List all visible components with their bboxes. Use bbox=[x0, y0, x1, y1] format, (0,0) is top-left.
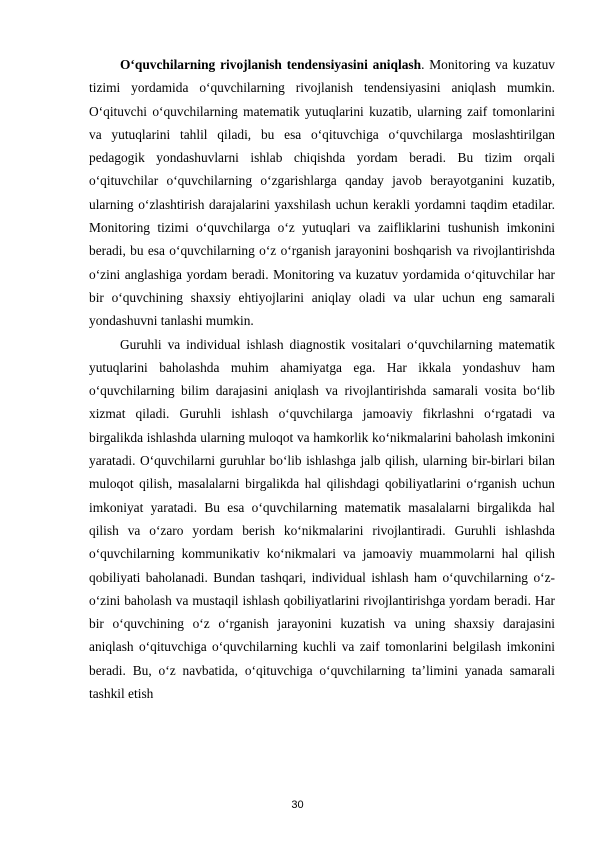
paragraph-guruhli-individual bbox=[89, 333, 555, 706]
paragraph-body: . Monitoring va kuzatuv tizimi yordamida o‘quvchilarning rivojlanish tendensiyasini aniqlash mumkin. O‘qituvchi o‘quvchilarning matematik yutuqlarini kuzatib, ularning zaif tomonlarini va yutuqlarini tahlil qiladi, bu esa o‘qituvchiga o‘quvchilarga moslashtirilgan pedagogik yondashuvlarni ishlab chiqishda yordam beradi. Bu tizim orqali o‘qituvchilar o‘quvchilarning o‘zgarishlarga qanday javob berayotganini kuzatib, ularning o‘zlashtirish darajalarini yaxshilash uchun kerakli yordamni taqdim etadilar. Monitoring tizimi o‘quvchilarga o‘z yutuqlari va zaifliklarini tushunish imkonini beradi, bu esa o‘quvchilarning o‘z o‘rganish jarayonini boshqarish va rivojlantirishda o‘zini anglashiga yordam beradi. Monitoring va kuzatuv yordamida o‘qituvchilar har bir o‘quvchining shaxsiy ehtiyojlarini aniqlay oladi va ular uchun eng samarali yondashuvni tanlashi mumkin. bbox=[89, 57, 555, 329]
page-number: 30 bbox=[291, 799, 304, 811]
body-text bbox=[89, 53, 555, 705]
paragraph-rivojlanish-tendensiyasi bbox=[89, 53, 555, 333]
paragraph-lead-heading: O‘quvchilarning rivojlanish tendensiyasini aniqlash bbox=[120, 57, 422, 72]
paragraph-body: Guruhli va individual ishlash diagnostik vositalari o‘quvchilarning matematik yutuqlarini baholashda muhim ahamiyatga ega. Har ikkala yondashuv ham o‘quvchilarning bilim darajasini aniqlash va rivojlantirishda samarali vosita bo‘lib xizmat qiladi. Guruhli ishlash o‘quvchilarga jamoaviy fikrlashni o‘rgatadi va birgalikda ishlashda ularning muloqot va hamkorlik ko‘nikmalarini baholash imkonini yaratadi. O‘quvchilarni guruhlar bo‘lib ishlashga jalb qilish, ularning bir-birlari bilan muloqot qilish, masalalarni birgalikda hal qilishdagi qobiliyatlarini o‘rganish uchun imkoniyat yaratadi. Bu esa o‘quvchilarning matematik masalalarni birgalikda hal qilish va o‘zaro yordam berish ko‘nikmalarini rivojlantiradi. Guruhli ishlashda o‘quvchilarning kommunikativ ko‘nikmalari va jamoaviy muammolarni hal qilish qobiliyati baholanadi. Bundan tashqari, individual ishlash ham o‘quvchilarning o‘z-o‘zini baholash va mustaqil ishlash qobiliyatlarini rivojlantirishga yordam beradi. Har bir o‘quvchining o‘z o‘rganish jarayonini kuzatish va uning shaxsiy darajasini aniqlash o‘qituvchiga o‘quvchilarning kuchli va zaif tomonlarini belgilash imkonini beradi. Bu, o‘z navbatida, o‘qituvchiga o‘quvchilarning ta’limini yanada samarali tashkil etish bbox=[89, 336, 555, 702]
